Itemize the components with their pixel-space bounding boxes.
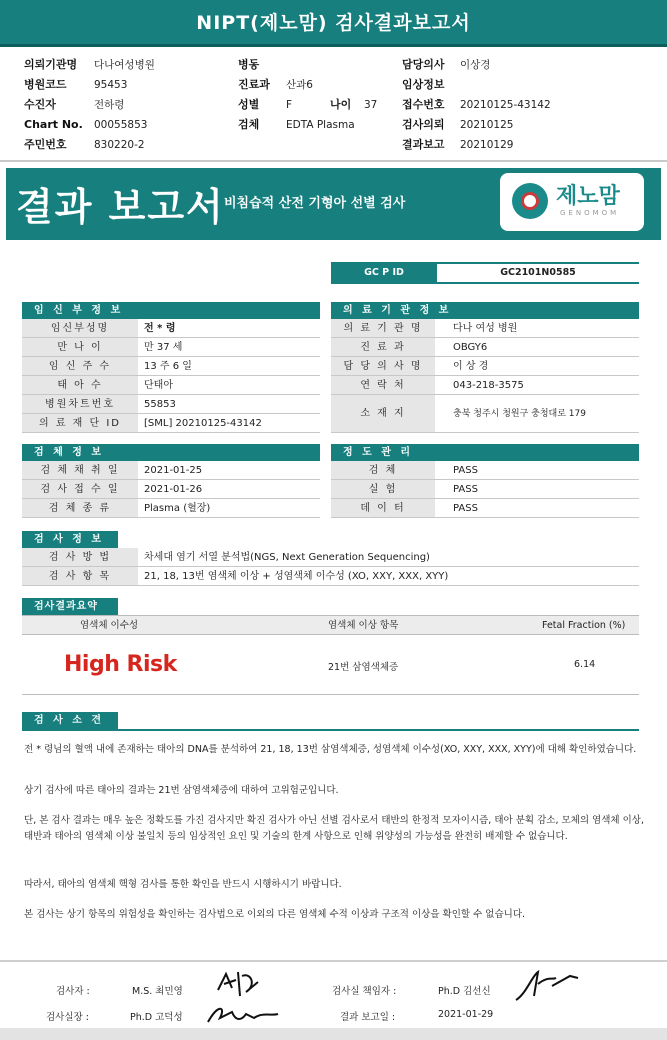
label-doctor: 담당의사 (402, 58, 445, 71)
risk-result: High Risk (64, 652, 177, 677)
row-key: 의 료 기 관 명 (331, 319, 435, 337)
row-key: 소 재 지 (331, 395, 435, 432)
banner-subtitle: 비침습적 산전 기형아 선별 검사 (224, 196, 406, 211)
row-key: 검 사 항 목 (22, 567, 138, 585)
header-info-col1 (24, 55, 155, 155)
table-row (22, 414, 320, 433)
table-row (22, 548, 639, 567)
header-divider (0, 160, 667, 162)
specimen-info-table (22, 444, 320, 518)
table-row (331, 395, 639, 433)
row-value: 만 37 세 (144, 342, 183, 353)
value-sex: F (286, 99, 293, 111)
row-value: 충북 청주시 청원구 충청대로 179 (453, 409, 586, 419)
row-value: 55853 (144, 399, 176, 410)
table-row (22, 480, 320, 499)
table-row (331, 461, 639, 480)
row-value: 043-218-3575 (453, 380, 524, 391)
value-receipt-no: 20210125-43142 (460, 99, 551, 111)
table-row (331, 338, 639, 357)
result-summary (22, 598, 639, 695)
summary-column-headers (22, 615, 639, 635)
label-department: 진료과 (238, 78, 270, 91)
row-value: PASS (453, 503, 478, 514)
row-value: OBGY6 (453, 342, 488, 353)
qc-table (331, 444, 639, 518)
table-row (22, 357, 320, 376)
value-specimen: EDTA Plasma (286, 119, 355, 131)
gcpid-label: GC P ID (331, 264, 437, 282)
value-institution: 다나여성병원 (94, 59, 155, 71)
row-value: 차세대 염기 서열 분석법(NGS, Next Generation Sequencing) (144, 552, 430, 563)
logo-name: 제노맘 (556, 184, 620, 209)
table-row (22, 461, 320, 480)
table-row (22, 567, 639, 586)
director-label: 검사실 책임자 : (332, 986, 397, 997)
summary-col-fetal-fraction: Fetal Fraction (%) (542, 620, 626, 631)
tester-signature (212, 966, 262, 1002)
row-value: 단태아 (144, 380, 173, 391)
value-hospital-code: 95453 (94, 79, 128, 91)
director-name: Ph.D 김선신 (438, 986, 491, 997)
gcpid-row (331, 262, 639, 284)
test-info-header: 검 사 정 보 (22, 531, 118, 548)
label-clinical-info: 임상정보 (402, 78, 445, 91)
row-key: 데 이 터 (331, 499, 435, 517)
label-specimen: 검체 (238, 118, 260, 131)
label-request-date: 검사의뢰 (402, 118, 445, 131)
banner-title: 결과 보고서 (16, 185, 225, 229)
table-row (331, 376, 639, 395)
summary-result-row (22, 635, 639, 695)
summary-header: 검사결과요약 (22, 598, 118, 615)
findings-paragraph-1: 전 * 령님의 혈액 내에 존재하는 태아의 DNA를 분석하여 21, 18, 13번 삼염색체증, 성염색체 이수성(XO, XXY, XXX, XYY)에 대해 확인하였습니다. (24, 744, 637, 755)
label-age: 나이 (330, 98, 352, 111)
table-row (22, 499, 320, 518)
genomom-logo (500, 173, 644, 231)
value-age: 37 (364, 99, 378, 111)
label-institution: 의뢰기관명 (24, 58, 78, 71)
row-value: 21, 18, 13번 염색체 이상 + 성염색체 이수성 (XO, XXY, XXX, XYY) (144, 571, 449, 582)
label-report-date: 결과보고 (402, 138, 445, 151)
row-value: [SML] 20210125-43142 (144, 418, 262, 429)
table-row (22, 395, 320, 414)
chief-name: Ph.D 고덕성 (130, 1012, 183, 1023)
summary-col-abnormality: 염색체 이상 항목 (328, 620, 399, 631)
row-value: 전 * 령 (144, 323, 176, 334)
row-key: 만 나 이 (22, 338, 138, 356)
logo-inner-icon (521, 192, 539, 210)
patient-info-table (22, 302, 320, 433)
findings-paragraph-3: 단, 본 검사 결과는 매우 높은 정확도를 가진 검사지만 확진 검사가 아닌 선별 검사로서 태반의 한정적 모자이시즘, 태아 분획 감소, 모체의 염색체 이상, 태반과 태아의 염색체 이상 불일치 등의 임상적인 요인 및 기술의 한계 사항으로 인해 위양성의 가능성을 완전히 배제할 수 없습니다. (24, 815, 644, 842)
row-key: 검 체 채 취 일 (22, 461, 138, 479)
footer-bar (0, 1028, 667, 1040)
value-chart-no: 00055853 (94, 119, 148, 131)
findings-paragraph-5: 본 검사는 상기 항목의 위험성을 확인하는 검사법으로 이외의 다른 염색체 수적 이상과 구조적 이상을 확인할 수 없습니다. (24, 909, 526, 920)
fetal-fraction-value: 6.14 (574, 659, 596, 670)
value-patient: 전하령 (94, 99, 125, 111)
table-row (22, 319, 320, 338)
table-row (331, 357, 639, 376)
table-row (331, 499, 639, 518)
row-key: 임신부성명 (22, 319, 138, 337)
tester-name: M.S. 최민영 (132, 986, 183, 997)
row-key: 검 사 방 법 (22, 548, 138, 566)
label-hospital-code: 병원코드 (24, 78, 67, 91)
report-title: NIPT(제노맘) 검사결과보고서 (196, 12, 471, 34)
findings-paragraph-4: 따라서, 태아의 염색체 핵형 검사를 통한 확인을 반드시 시행하시기 바랍니다. (24, 879, 342, 890)
gcpid-value: GC2101N0585 (500, 267, 576, 278)
patient-info-header: 임 신 부 정 보 (22, 302, 320, 319)
label-sex: 성별 (238, 98, 260, 111)
report-date-label: 결과 보고일 : (340, 1012, 396, 1023)
chief-signature (202, 998, 282, 1028)
row-value: 이 상 경 (453, 361, 489, 372)
row-value: Plasma (혈장) (144, 503, 211, 514)
header-info-col3 (402, 55, 551, 155)
row-value: 2021-01-26 (144, 484, 203, 495)
row-key: 태 아 수 (22, 376, 138, 394)
label-patient: 수진자 (24, 98, 56, 111)
table-row (22, 376, 320, 395)
hospital-info-header: 의 료 기 관 정 보 (331, 302, 639, 319)
specimen-info-header: 검 체 정 보 (22, 444, 320, 461)
value-doctor: 이상경 (460, 59, 491, 71)
value-report-date: 20210129 (460, 139, 514, 151)
label-ward: 병동 (238, 58, 260, 71)
label-receipt-no: 접수번호 (402, 98, 445, 111)
header-info-col2 (238, 55, 377, 135)
report-date-value: 2021-01-29 (438, 1009, 494, 1020)
summary-col-aneuploidy: 염색체 이수성 (80, 620, 139, 631)
row-value: PASS (453, 484, 478, 495)
row-key: 의 료 재 단 ID (22, 414, 138, 432)
findings-header: 검 사 소 견 (22, 712, 118, 729)
row-key: 담 당 의 사 명 (331, 357, 435, 375)
value-department: 산과6 (286, 79, 313, 91)
value-resident-no: 830220-2 (94, 139, 145, 151)
row-value: 13 주 6 일 (144, 361, 192, 372)
report-title-bar (0, 0, 667, 47)
findings-section (22, 712, 639, 731)
label-chart-no: Chart No. (24, 118, 83, 131)
row-value: 다나 여성 병원 (453, 323, 518, 334)
hospital-info-table (331, 302, 639, 433)
tester-label: 검사자 : (56, 986, 90, 997)
result-banner (6, 168, 661, 240)
row-value: PASS (453, 465, 478, 476)
row-key: 연 락 처 (331, 376, 435, 394)
table-row (22, 338, 320, 357)
table-row (331, 480, 639, 499)
table-row (331, 319, 639, 338)
findings-paragraph-2: 상기 검사에 따른 태아의 결과는 21번 삼염색체증에 대하여 고위험군입니다. (24, 785, 339, 796)
row-value: 2021-01-25 (144, 465, 203, 476)
row-key: 검 사 접 수 일 (22, 480, 138, 498)
logo-english: GENOMOM (560, 209, 620, 217)
chief-label: 검사실장 : (46, 1012, 89, 1023)
abnormality-item: 21번 삼염색체증 (328, 662, 399, 673)
value-request-date: 20210125 (460, 119, 514, 131)
signature-divider (0, 960, 667, 962)
row-key: 병원차트번호 (22, 395, 138, 413)
row-key: 임 신 주 수 (22, 357, 138, 375)
row-key: 검 체 (331, 461, 435, 479)
label-resident-no: 주민번호 (24, 138, 67, 151)
test-info-table (22, 531, 639, 586)
director-signature (512, 966, 582, 1006)
qc-header: 정 도 관 리 (331, 444, 639, 461)
row-key: 진 료 과 (331, 338, 435, 356)
row-key: 실 험 (331, 480, 435, 498)
row-key: 검 체 종 류 (22, 499, 138, 517)
